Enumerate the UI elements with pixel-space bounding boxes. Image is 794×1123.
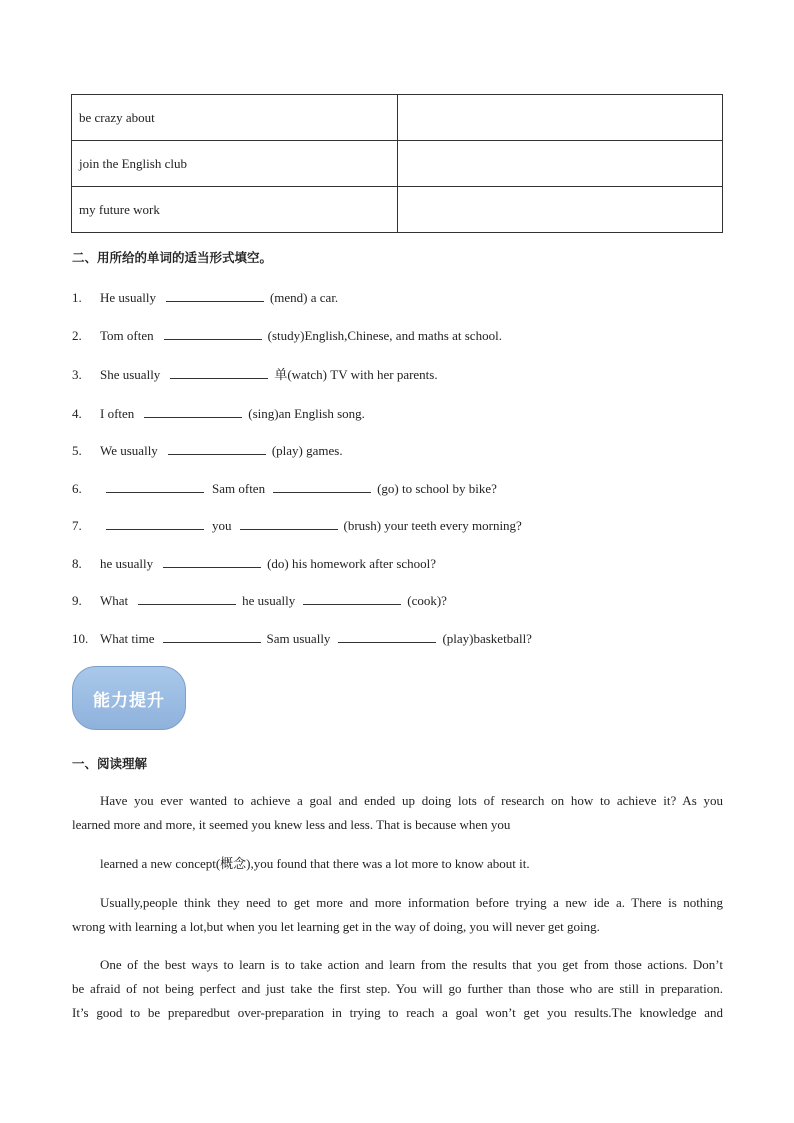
question-text: (mend) a car. — [269, 290, 339, 305]
question-text: Tom often — [100, 328, 154, 343]
question-number: 7. — [72, 518, 82, 533]
question-text: (sing)an English song. — [248, 406, 365, 421]
question-text: Sam usually — [266, 631, 331, 646]
question-text: you — [212, 518, 232, 533]
question-item — [72, 554, 436, 572]
question-text: 单(watch) TV with her parents. — [274, 367, 438, 382]
question-number: 5. — [72, 443, 82, 458]
question-text: (do) his homework after school? — [267, 556, 437, 571]
question-text: (go) to school by bike? — [377, 481, 497, 496]
paragraph — [72, 953, 723, 1025]
question-number: 1. — [72, 290, 82, 305]
answer-blank[interactable] — [168, 441, 266, 455]
answer-blank[interactable] — [273, 479, 371, 493]
question-text: We usually — [100, 443, 158, 458]
question-text: (study)English,Chinese, and maths at school. — [267, 328, 502, 343]
answer-blank[interactable] — [106, 479, 204, 493]
question-text: What — [100, 593, 129, 608]
answer-blank[interactable] — [144, 404, 242, 418]
question-text: (play)basketball? — [442, 631, 532, 646]
answer-cell[interactable] — [398, 141, 723, 187]
question-number: 4. — [72, 406, 82, 421]
paragraph — [72, 891, 723, 939]
table-row — [72, 95, 723, 141]
paragraph-line: learned more and more, it seemed you knew less and less. That is because when you — [72, 817, 511, 832]
answer-cell[interactable] — [398, 95, 723, 141]
answer-blank[interactable] — [138, 591, 236, 605]
question-item — [72, 441, 343, 459]
answer-blank[interactable] — [106, 516, 204, 530]
phrase-cell: join the English club — [72, 141, 398, 187]
question-text: (brush) your teeth every morning? — [343, 518, 522, 533]
answer-cell[interactable] — [398, 187, 723, 233]
question-number: 2. — [72, 328, 82, 343]
answer-blank[interactable] — [163, 629, 261, 643]
question-number: 6. — [72, 481, 82, 496]
answer-blank[interactable] — [170, 365, 268, 379]
ability-badge: 能力提升 — [72, 666, 186, 730]
question-text: (play) games. — [271, 443, 343, 458]
reading-title: 一、阅读理解 — [72, 756, 148, 771]
question-text: What time — [100, 631, 155, 646]
question-item — [72, 404, 365, 422]
answer-blank[interactable] — [338, 629, 436, 643]
phrase-cell: be crazy about — [72, 95, 398, 141]
question-text: (cook)? — [407, 593, 447, 608]
question-text: She usually — [100, 367, 161, 382]
question-item — [72, 591, 447, 609]
table-row — [72, 141, 723, 187]
answer-blank[interactable] — [303, 591, 401, 605]
question-text: I often — [100, 406, 135, 421]
question-item — [72, 364, 438, 382]
paragraph-line: It’s good to be preparedbut over-preparation in trying to reach a goal won’t get you results.The knowledge and — [72, 1005, 723, 1020]
question-number: 10. — [72, 631, 89, 646]
table-row — [72, 187, 723, 233]
paragraph-line: learned a new concept(概念),you found that there was a lot more to know about it. — [100, 856, 530, 871]
question-number: 9. — [72, 593, 82, 608]
question-number: 8. — [72, 556, 82, 571]
section-title: 二、用所给的单词的适当形式填空。 — [72, 250, 273, 265]
phrase-cell: my future work — [72, 187, 398, 233]
question-text: he usually — [100, 556, 154, 571]
answer-blank[interactable] — [166, 288, 264, 302]
question-number: 3. — [72, 367, 82, 382]
question-item — [72, 516, 522, 534]
paragraph-line: wrong with learning a lot,but when you let learning get in the way of doing, you will never get going. — [72, 919, 600, 934]
paragraph-line: Usually,people think they need to get more and more information before trying a new ide a. There is nothing — [100, 895, 723, 910]
question-item — [72, 326, 502, 344]
answer-blank[interactable] — [163, 554, 261, 568]
question-text: He usually — [100, 290, 156, 305]
answer-blank[interactable] — [240, 516, 338, 530]
vocabulary-table — [71, 94, 723, 233]
paragraph-line: Have you ever wanted to achieve a goal and ended up doing lots of research on how to achieve it? As you — [100, 793, 723, 808]
question-item — [72, 479, 497, 497]
question-item — [72, 629, 532, 647]
paragraph — [72, 852, 723, 876]
paragraph — [72, 789, 723, 837]
question-text: he usually — [242, 593, 296, 608]
question-text: Sam often — [212, 481, 266, 496]
answer-blank[interactable] — [164, 326, 262, 340]
paragraph-line: be afraid of not being perfect and just take the first step. You will go further than those who are still in preparation. — [72, 981, 723, 996]
paragraph-line: One of the best ways to learn is to take action and learn from the results that you get from those actions. Don’t — [100, 957, 723, 972]
question-item — [72, 288, 338, 306]
